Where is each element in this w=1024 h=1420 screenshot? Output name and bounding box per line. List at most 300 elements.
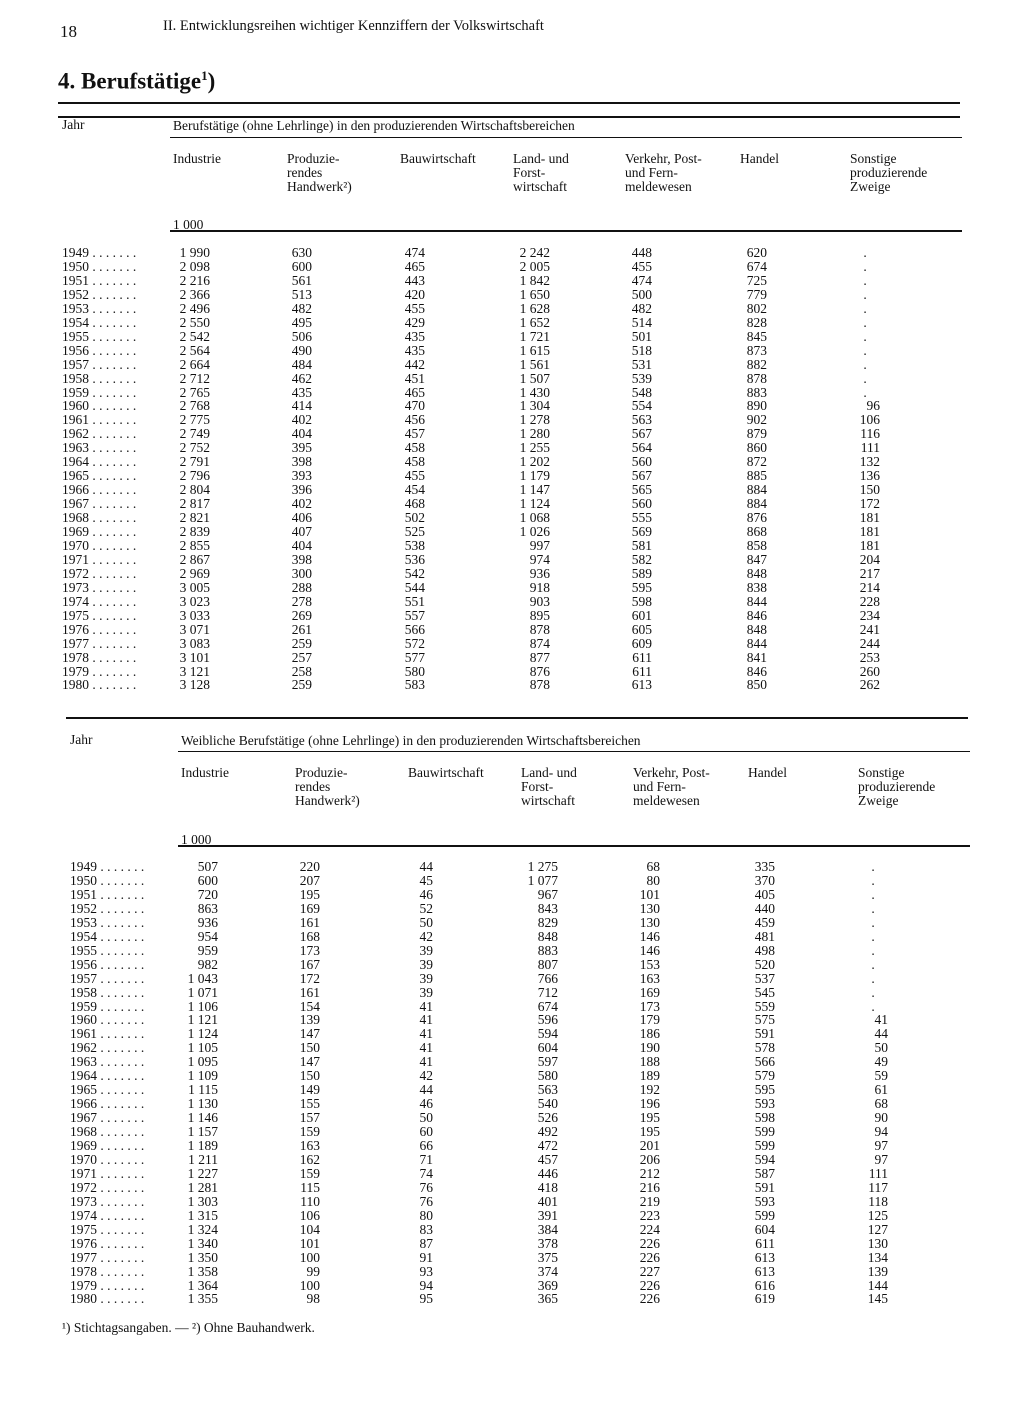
value-cell: 1 280 xyxy=(519,426,550,442)
value-cell: 404 xyxy=(291,426,312,442)
value-cell: 1 227 xyxy=(187,1165,218,1181)
value-cell: 3 101 xyxy=(179,649,210,665)
value-cell: 539 xyxy=(631,370,652,386)
value-cell: 845 xyxy=(746,328,767,344)
column-header: Land- und Forst- wirtschaft xyxy=(521,765,577,808)
value-cell: 206 xyxy=(639,1151,660,1167)
value-cell: 620 xyxy=(746,245,767,260)
value-cell: 155 xyxy=(299,1096,320,1112)
value-cell: 168 xyxy=(299,928,320,944)
value-cell: 405 xyxy=(754,886,775,902)
value-cell: 455 xyxy=(404,468,425,484)
value-cell: 1 324 xyxy=(187,1221,218,1237)
value-cell: 611 xyxy=(755,1235,775,1251)
value-cell: . xyxy=(863,356,867,372)
value-cell: 442 xyxy=(404,356,425,372)
table-row xyxy=(0,386,1024,400)
value-cell: 2 749 xyxy=(179,426,210,442)
value-cell: 878 xyxy=(529,677,550,693)
value-cell: 163 xyxy=(299,1138,320,1153)
table-row xyxy=(0,1251,1024,1265)
value-cell: 470 xyxy=(404,398,425,414)
year-cell: 1968 . . . . . . . xyxy=(70,1124,145,1140)
value-cell: 616 xyxy=(754,1277,775,1293)
value-cell: 41 xyxy=(874,1012,888,1028)
table-row xyxy=(0,1027,1024,1041)
value-cell: 146 xyxy=(639,928,660,944)
value-cell: 580 xyxy=(537,1068,558,1084)
year-cell: 1961 . . . . . . . xyxy=(62,412,137,428)
year-cell: 1964 . . . . . . . xyxy=(62,454,137,470)
year-cell: 1955 . . . . . . . xyxy=(62,328,137,344)
value-cell: 220 xyxy=(299,859,320,874)
value-cell: 583 xyxy=(404,677,425,693)
value-cell: 502 xyxy=(404,510,425,526)
value-cell: 117 xyxy=(868,1179,888,1195)
column-header: Verkehr, Post- und Fern- meldewesen xyxy=(633,765,710,808)
value-cell: 169 xyxy=(639,984,660,1000)
value-cell: 2 542 xyxy=(179,328,210,344)
value-cell: 192 xyxy=(639,1082,660,1098)
value-cell: 150 xyxy=(299,1068,320,1084)
value-cell: 569 xyxy=(631,524,652,539)
value-cell: 2 821 xyxy=(179,510,210,526)
year-cell: 1971 . . . . . . . xyxy=(62,551,137,567)
value-cell: 490 xyxy=(291,342,312,358)
value-cell: 575 xyxy=(754,1012,775,1028)
value-cell: 398 xyxy=(291,454,312,470)
value-cell: 598 xyxy=(754,1110,775,1126)
year-cell: 1958 . . . . . . . xyxy=(62,370,137,386)
value-cell: 712 xyxy=(537,984,558,1000)
value-cell: . xyxy=(863,342,867,358)
value-cell: 492 xyxy=(537,1124,558,1140)
table-row xyxy=(0,316,1024,330)
value-cell: 1 109 xyxy=(187,1068,218,1084)
value-cell: 2 752 xyxy=(179,440,210,456)
year-cell: 1958 . . . . . . . xyxy=(70,984,145,1000)
value-cell: 1 115 xyxy=(188,1082,218,1098)
value-cell: 278 xyxy=(291,593,312,609)
value-cell: 525 xyxy=(404,524,425,539)
value-cell: 181 xyxy=(859,537,880,553)
value-cell: 883 xyxy=(746,384,767,400)
table-row xyxy=(0,1055,1024,1069)
value-cell: 600 xyxy=(291,258,312,274)
value-cell: 2 550 xyxy=(179,314,210,330)
value-cell: 599 xyxy=(754,1138,775,1153)
value-cell: 829 xyxy=(537,914,558,930)
value-cell: 501 xyxy=(631,328,652,344)
value-cell: . xyxy=(871,984,875,1000)
value-cell: 39 xyxy=(419,970,433,986)
value-cell: 890 xyxy=(746,398,767,414)
value-cell: 506 xyxy=(291,328,312,344)
value-cell: 455 xyxy=(631,258,652,274)
column-header: Sonstige produzierende Zweige xyxy=(858,765,936,808)
value-cell: 169 xyxy=(299,900,320,916)
value-cell: 391 xyxy=(537,1207,558,1223)
value-cell: 565 xyxy=(631,482,652,498)
value-cell: 402 xyxy=(291,496,312,512)
value-cell: 566 xyxy=(404,621,425,637)
value-cell: . xyxy=(871,872,875,888)
footnote: ¹) Stichtagsangaben. — ²) Ohne Bauhandwerk. xyxy=(62,1320,315,1335)
year-cell: 1973 . . . . . . . xyxy=(62,579,137,595)
value-cell: 982 xyxy=(197,956,218,972)
value-cell: 95 xyxy=(419,1291,433,1307)
title-rule xyxy=(58,102,960,104)
value-cell: 2 804 xyxy=(179,482,210,498)
value-cell: 147 xyxy=(299,1054,320,1070)
year-cell: 1959 . . . . . . . xyxy=(62,384,137,400)
year-cell: 1949 . . . . . . . xyxy=(62,245,137,260)
value-cell: . xyxy=(871,859,875,874)
value-cell: 130 xyxy=(639,900,660,916)
value-cell: 513 xyxy=(291,286,312,302)
running-head: II. Entwicklungsreihen wichtiger Kennziffern der Volkswirtschaft xyxy=(163,18,544,34)
value-cell: 567 xyxy=(631,468,652,484)
value-cell: 779 xyxy=(746,286,767,302)
value-cell: 579 xyxy=(754,1068,775,1084)
column-header: Industrie xyxy=(181,765,229,780)
year-cell: 1970 . . . . . . . xyxy=(62,537,137,553)
value-cell: 557 xyxy=(404,607,425,623)
value-cell: 613 xyxy=(754,1263,775,1279)
value-cell: . xyxy=(871,928,875,944)
value-cell: 1 124 xyxy=(519,496,550,512)
value-cell: 443 xyxy=(404,272,425,288)
year-cell: 1980 . . . . . . . xyxy=(70,1291,145,1307)
value-cell: 878 xyxy=(529,621,550,637)
value-cell: 936 xyxy=(529,565,550,581)
value-cell: 110 xyxy=(300,1193,320,1209)
value-cell: 874 xyxy=(529,635,550,651)
value-cell: 42 xyxy=(419,1068,433,1084)
unit-label: 1 000 xyxy=(181,832,212,847)
value-cell: 1 990 xyxy=(179,245,210,260)
year-cell: 1967 . . . . . . . xyxy=(70,1110,145,1126)
value-cell: 481 xyxy=(754,928,775,944)
value-cell: 520 xyxy=(754,956,775,972)
value-cell: . xyxy=(871,886,875,902)
value-cell: 190 xyxy=(639,1040,660,1056)
value-cell: 468 xyxy=(404,496,425,512)
value-cell: 159 xyxy=(299,1165,320,1181)
value-cell: 858 xyxy=(746,537,767,553)
value-cell: 195 xyxy=(299,886,320,902)
value-cell: 566 xyxy=(754,1054,775,1070)
value-cell: 2 796 xyxy=(179,468,210,484)
year-cell: 1962 . . . . . . . xyxy=(70,1040,145,1056)
value-cell: 149 xyxy=(299,1082,320,1098)
value-cell: 604 xyxy=(537,1040,558,1056)
table-row xyxy=(0,623,1024,637)
value-cell: 1 842 xyxy=(519,272,550,288)
value-cell: 234 xyxy=(859,607,880,623)
value-cell: 1 157 xyxy=(187,1124,218,1140)
year-cell: 1966 . . . . . . . xyxy=(70,1096,145,1112)
value-cell: 101 xyxy=(639,886,660,902)
table-row xyxy=(0,469,1024,483)
year-cell: 1953 . . . . . . . xyxy=(62,300,137,316)
unit-rule xyxy=(178,845,970,847)
year-cell: 1975 . . . . . . . xyxy=(70,1221,145,1237)
value-cell: 456 xyxy=(404,412,425,428)
value-cell: 959 xyxy=(197,942,218,958)
value-cell: 300 xyxy=(291,565,312,581)
value-cell: 134 xyxy=(867,1249,888,1265)
value-cell: 66 xyxy=(419,1138,433,1153)
value-cell: 1 507 xyxy=(519,370,550,386)
value-cell: 226 xyxy=(639,1277,660,1293)
value-cell: 595 xyxy=(754,1082,775,1098)
value-cell: 459 xyxy=(754,914,775,930)
year-cell: 1956 . . . . . . . xyxy=(70,956,145,972)
value-cell: 2 496 xyxy=(179,300,210,316)
value-cell: . xyxy=(863,258,867,274)
value-cell: 2 775 xyxy=(179,412,210,428)
year-cell: 1953 . . . . . . . xyxy=(70,914,145,930)
value-cell: 936 xyxy=(197,914,218,930)
value-cell: 41 xyxy=(419,1026,433,1042)
value-cell: 262 xyxy=(859,677,880,693)
table-row xyxy=(0,916,1024,930)
year-cell: 1966 . . . . . . . xyxy=(62,482,137,498)
value-cell: 146 xyxy=(639,942,660,958)
value-cell: 335 xyxy=(754,859,775,874)
year-cell: 1960 . . . . . . . xyxy=(70,1012,145,1028)
value-cell: 2 366 xyxy=(179,286,210,302)
value-cell: 498 xyxy=(754,942,775,958)
table-row xyxy=(0,399,1024,413)
year-column-label: Jahr xyxy=(62,117,85,132)
value-cell: 1 189 xyxy=(187,1138,218,1153)
table-row xyxy=(0,372,1024,386)
year-cell: 1978 . . . . . . . xyxy=(62,649,137,665)
value-cell: 595 xyxy=(631,579,652,595)
value-cell: 458 xyxy=(404,440,425,456)
value-cell: 537 xyxy=(754,970,775,986)
table-row xyxy=(0,330,1024,344)
value-cell: 542 xyxy=(404,565,425,581)
value-cell: 97 xyxy=(874,1138,888,1153)
value-cell: 1 303 xyxy=(187,1193,218,1209)
value-cell: 93 xyxy=(419,1263,433,1279)
value-cell: 1 130 xyxy=(187,1096,218,1112)
value-cell: 2 768 xyxy=(179,398,210,414)
value-cell: 560 xyxy=(631,454,652,470)
value-cell: 536 xyxy=(404,551,425,567)
value-cell: 507 xyxy=(197,859,218,874)
value-cell: 1 304 xyxy=(519,398,550,414)
value-cell: 844 xyxy=(746,635,767,651)
value-cell: 224 xyxy=(639,1221,660,1237)
year-cell: 1969 . . . . . . . xyxy=(70,1138,145,1153)
value-cell: 258 xyxy=(291,663,312,679)
table-row xyxy=(0,665,1024,679)
value-cell: 582 xyxy=(631,551,652,567)
value-cell: 594 xyxy=(537,1026,558,1042)
value-cell: 3 128 xyxy=(179,677,210,693)
value-cell: 544 xyxy=(404,579,425,595)
value-cell: 1 077 xyxy=(527,872,558,888)
year-cell: 1979 . . . . . . . xyxy=(62,663,137,679)
value-cell: 435 xyxy=(404,342,425,358)
value-cell: 630 xyxy=(291,245,312,260)
value-cell: 828 xyxy=(746,314,767,330)
year-cell: 1955 . . . . . . . xyxy=(70,942,145,958)
caption-rule xyxy=(170,137,962,138)
value-cell: 848 xyxy=(746,621,767,637)
table-row xyxy=(0,986,1024,1000)
value-cell: 163 xyxy=(639,970,660,986)
value-cell: 181 xyxy=(859,524,880,539)
value-cell: 848 xyxy=(746,565,767,581)
value-cell: . xyxy=(863,328,867,344)
value-cell: 846 xyxy=(746,607,767,623)
value-cell: 604 xyxy=(754,1221,775,1237)
value-cell: 884 xyxy=(746,482,767,498)
value-cell: 563 xyxy=(537,1082,558,1098)
year-cell: 1956 . . . . . . . xyxy=(62,342,137,358)
value-cell: 500 xyxy=(631,286,652,302)
value-cell: 538 xyxy=(404,537,425,553)
year-cell: 1967 . . . . . . . xyxy=(62,496,137,512)
value-cell: 52 xyxy=(419,900,433,916)
year-cell: 1965 . . . . . . . xyxy=(70,1082,145,1098)
table-caption: Berufstätige (ohne Lehrlinge) in den produzierenden Wirtschaftsbereichen xyxy=(173,118,575,133)
section-title-footnote-marker: 1 xyxy=(201,68,208,83)
year-cell: 1976 . . . . . . . xyxy=(62,621,137,637)
value-cell: 599 xyxy=(754,1124,775,1140)
table-row xyxy=(0,260,1024,274)
value-cell: 1 124 xyxy=(187,1026,218,1042)
value-cell: 876 xyxy=(529,663,550,679)
value-cell: 226 xyxy=(639,1249,660,1265)
column-header: Land- und Forst- wirtschaft xyxy=(513,151,569,194)
value-cell: 429 xyxy=(404,314,425,330)
value-cell: 139 xyxy=(299,1012,320,1028)
value-cell: 720 xyxy=(197,886,218,902)
value-cell: 261 xyxy=(291,621,312,637)
year-cell: 1972 . . . . . . . xyxy=(62,565,137,581)
table-row xyxy=(0,1083,1024,1097)
value-cell: 587 xyxy=(754,1165,775,1181)
table-row xyxy=(0,595,1024,609)
value-cell: 882 xyxy=(746,356,767,372)
value-cell: 212 xyxy=(639,1165,660,1181)
value-cell: 260 xyxy=(859,663,880,679)
value-cell: 83 xyxy=(419,1221,433,1237)
value-cell: 843 xyxy=(537,900,558,916)
value-cell: 94 xyxy=(874,1124,888,1140)
value-cell: 130 xyxy=(867,1235,888,1251)
year-cell: 1960 . . . . . . . xyxy=(62,398,137,414)
value-cell: . xyxy=(863,272,867,288)
value-cell: 76 xyxy=(419,1193,433,1209)
value-cell: 593 xyxy=(754,1193,775,1209)
value-cell: 555 xyxy=(631,510,652,526)
value-cell: 118 xyxy=(868,1193,888,1209)
value-cell: 876 xyxy=(746,510,767,526)
table-row xyxy=(0,1097,1024,1111)
table-row xyxy=(0,1111,1024,1125)
value-cell: 807 xyxy=(537,956,558,972)
value-cell: 1 278 xyxy=(519,412,550,428)
value-cell: 150 xyxy=(859,482,880,498)
value-cell: 2 867 xyxy=(179,551,210,567)
value-cell: 96 xyxy=(866,398,880,414)
value-cell: 591 xyxy=(754,1026,775,1042)
value-cell: 580 xyxy=(404,663,425,679)
value-cell: 954 xyxy=(197,928,218,944)
year-column-label: Jahr xyxy=(70,732,93,747)
value-cell: 1 615 xyxy=(519,342,550,358)
value-cell: 288 xyxy=(291,579,312,595)
value-cell: 474 xyxy=(404,245,425,260)
value-cell: 2 839 xyxy=(179,524,210,539)
value-cell: 3 071 xyxy=(179,621,210,637)
value-cell: 1 179 xyxy=(519,468,550,484)
value-cell: . xyxy=(863,370,867,386)
value-cell: 873 xyxy=(746,342,767,358)
value-cell: 94 xyxy=(419,1277,433,1293)
value-cell: 593 xyxy=(754,1096,775,1112)
value-cell: 2 664 xyxy=(179,356,210,372)
table-row xyxy=(0,1125,1024,1139)
value-cell: 868 xyxy=(746,524,767,539)
value-cell: 401 xyxy=(537,1193,558,1209)
value-cell: 404 xyxy=(291,537,312,553)
value-cell: 365 xyxy=(537,1291,558,1307)
value-cell: 106 xyxy=(859,412,880,428)
value-cell: 518 xyxy=(631,342,652,358)
value-cell: 253 xyxy=(859,649,880,665)
value-cell: 384 xyxy=(537,1221,558,1237)
value-cell: 150 xyxy=(299,1040,320,1056)
value-cell: 1 026 xyxy=(519,524,550,539)
value-cell: 561 xyxy=(291,272,312,288)
value-cell: 457 xyxy=(537,1151,558,1167)
value-cell: . xyxy=(871,914,875,930)
value-cell: 482 xyxy=(631,300,652,316)
value-cell: 877 xyxy=(529,649,550,665)
column-header: Industrie xyxy=(173,151,221,166)
value-cell: 591 xyxy=(754,1179,775,1195)
value-cell: 44 xyxy=(874,1026,888,1042)
value-cell: 61 xyxy=(874,1082,888,1098)
value-cell: 369 xyxy=(537,1277,558,1293)
value-cell: 1 105 xyxy=(187,1040,218,1056)
value-cell: 398 xyxy=(291,551,312,567)
value-cell: 228 xyxy=(859,593,880,609)
value-cell: 161 xyxy=(299,984,320,1000)
value-cell: 448 xyxy=(631,245,652,260)
value-cell: 41 xyxy=(419,1054,433,1070)
value-cell: 420 xyxy=(404,286,425,302)
value-cell: 462 xyxy=(291,370,312,386)
value-cell: 1 721 xyxy=(519,328,550,344)
value-cell: 545 xyxy=(754,984,775,1000)
table-row xyxy=(0,972,1024,986)
value-cell: 68 xyxy=(874,1096,888,1112)
value-cell: 226 xyxy=(639,1235,660,1251)
value-cell: 451 xyxy=(404,370,425,386)
value-cell: 2 791 xyxy=(179,454,210,470)
value-cell: 578 xyxy=(754,1040,775,1056)
value-cell: 531 xyxy=(631,356,652,372)
